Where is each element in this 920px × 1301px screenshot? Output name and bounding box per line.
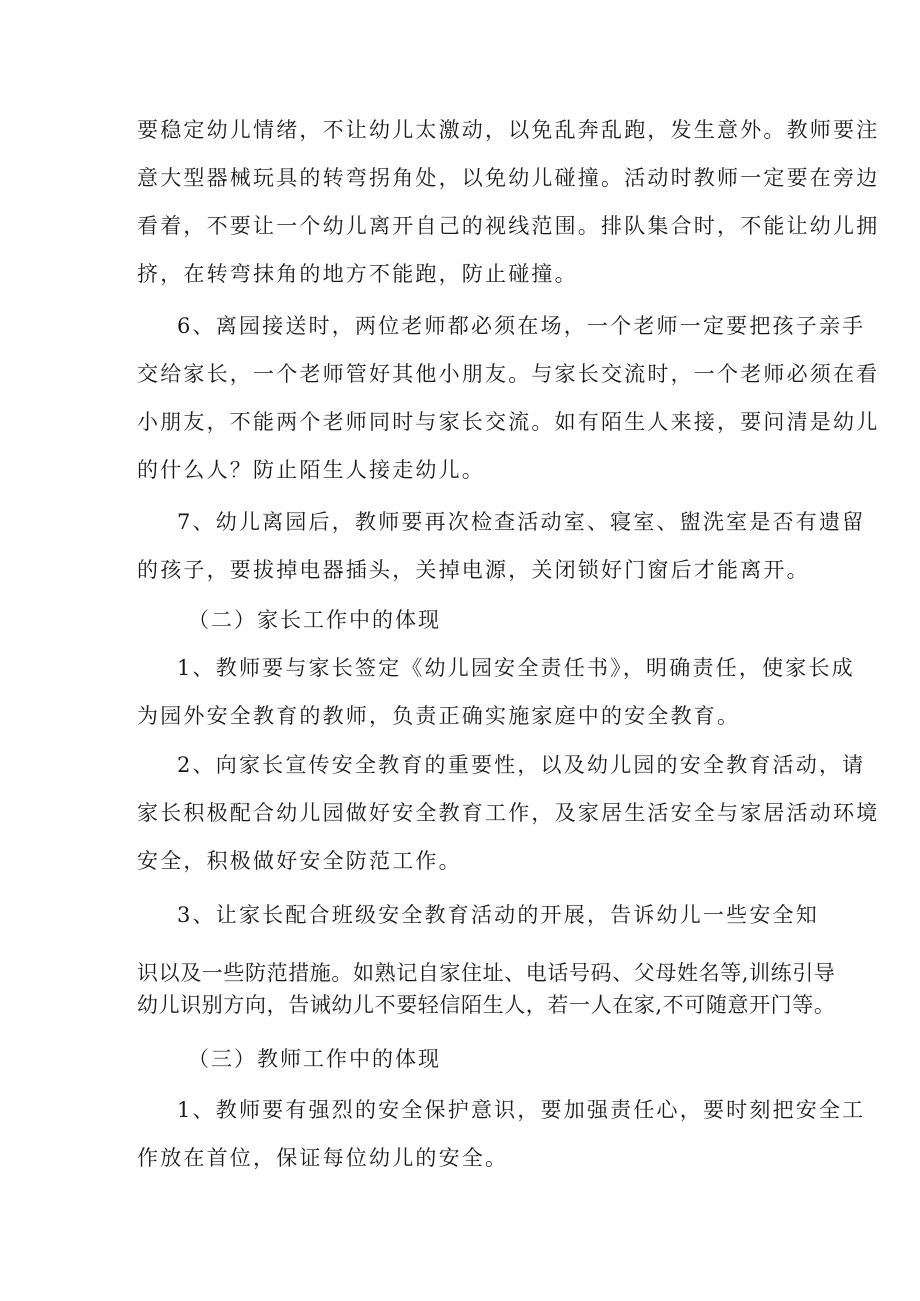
paragraph-line: 3、让家长配合班级安全教育活动的开展，告诉幼儿一些安全知 (177, 903, 819, 927)
paragraph-line: 交给家长，一个老师管好其他小朋友。与家长交流时，一个老师必须在看 (137, 362, 880, 386)
paragraph-line: 识以及一些防范措施。如熟记自家住址、电话号码、父母姓名等,训练引导 (137, 961, 836, 985)
paragraph-line: 7、幼儿离园后，教师要再次检查活动室、寝室、盥洗室是否有遗留 (177, 510, 866, 534)
paragraph-line: 安全，积极做好安全防范工作。 (137, 849, 462, 873)
paragraph-line: 6、离园接送时，两位老师都必须在场，一个老师一定要把孩子亲手 (177, 314, 866, 338)
paragraph-line: 的什么人？防止陌生人接走幼儿。 (137, 458, 485, 482)
paragraph-line: 的孩子，要拔掉电器插头，关掉电源，关闭锁好门窗后才能离开。 (137, 558, 810, 582)
paragraph-line: 作放在首位，保证每位幼儿的安全。 (137, 1146, 509, 1170)
paragraph-line: 挤，在转弯抹角的地方不能跑，防止碰撞。 (137, 262, 578, 286)
paragraph-line: 意大型器械玩具的转弯拐角处，以免幼儿碰撞。活动时教师一定要在旁边 (137, 166, 880, 190)
paragraph-line: 要稳定幼儿情绪，不让幼儿太激动，以免乱奔乱跑，发生意外。教师要注 (137, 118, 880, 142)
paragraph-line: 1、教师要有强烈的安全保护意识，要加强责任心，要时刻把安全工 (177, 1098, 866, 1122)
paragraph-line: 家长积极配合幼儿园做好安全教育工作，及家居生活安全与家居活动环境 (137, 801, 880, 825)
paragraph-line: 看着，不要让一个幼儿离开自己的视线范围。排队集合时，不能让幼儿拥 (137, 214, 880, 238)
paragraph-line: 1、教师要与家长签定《幼儿园安全责任书》，明确责任，使家长成 (177, 656, 855, 680)
paragraph-line: 为园外安全教育的教师，负责正确实施家庭中的安全教育。 (137, 704, 741, 728)
paragraph-line: 2、向家长宣传安全教育的重要性，以及幼儿园的安全教育活动，请 (177, 753, 866, 777)
paragraph-line: 幼儿识别方向，告诫幼儿不要轻信陌生人，若一人在家,不可随意开门等。 (137, 993, 836, 1017)
paragraph-line: 小朋友，不能两个老师同时与家长交流。如有陌生人来接，要问清是幼儿 (137, 410, 880, 434)
section-heading: （三）教师工作中的体现 (188, 1047, 441, 1071)
section-heading: （二）家长工作中的体现 (188, 608, 441, 632)
